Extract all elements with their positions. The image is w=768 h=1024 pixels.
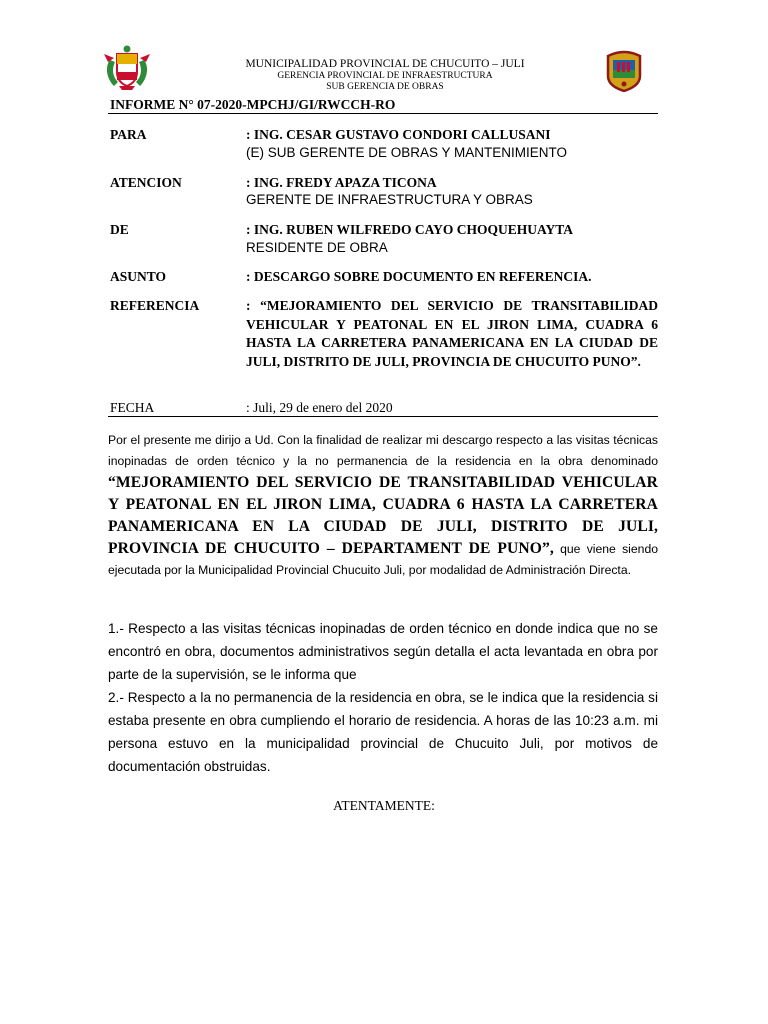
- municipal-shield-icon: [604, 48, 644, 92]
- para-value: : ING. CESAR GUSTAVO CONDORI CALLUSANI: [246, 127, 551, 142]
- fecha-label: FECHA: [110, 400, 155, 415]
- closing: ATENTAMENTE:: [333, 798, 435, 813]
- atencion-label: ATENCION: [110, 175, 182, 190]
- header-line-2: GERENCIA PROVINCIAL DE INFRAESTRUCTURA: [277, 71, 493, 81]
- header-line-3: SUB GERENCIA DE OBRAS: [326, 82, 444, 92]
- asunto-label: ASUNTO: [110, 269, 167, 284]
- atencion-value: : ING. FREDY APAZA TICONA: [246, 175, 437, 190]
- referencia-value: : “MEJORAMIENTO DEL SERVICIO DE TRANSITABILIDAD VEHICULAR Y PEATONAL EN EL JIRON LIMA, CUADRA 6 HASTA LA CARRETERA PANAMERICANA EN LA CIUDAD DE JULI, DISTRITO DE JULI, PROVINCIA DE CHUCUITO PUNO”.: [246, 298, 658, 369]
- asunto-value: : DESCARGO SOBRE DOCUMENTO EN REFERENCIA.: [246, 269, 592, 284]
- fecha-value: : Juli, 29 de enero del 2020: [246, 400, 393, 415]
- para-subtitle: (E) SUB GERENTE DE OBRAS Y MANTENIMIENTO: [246, 145, 568, 160]
- memo-divider: [108, 416, 658, 417]
- intro-end: que viene siendo ejecutada por la Municipalidad Provincial Chucuito Juli, por modalidad de Administración Directa.: [108, 542, 658, 577]
- header-divider: [108, 113, 658, 114]
- referencia-label: REFERENCIA: [110, 298, 200, 313]
- intro-paragraph: [108, 430, 658, 581]
- point-2: 2.- Respecto a la no permanencia de la residencia en obra, se le indica que la residencia si estaba presente en obra cumpliendo el horario de residencia. A horas de las 10:23 a.m. mi persona estuvo en la municipalidad provincial de Chucuito Juli, por motivos de documentación obstruidas.: [108, 690, 658, 774]
- point-1: 1.- Respecto a las visitas técnicas inopinadas de orden técnico en donde indica que no se encontró en obra, documentos administrativos según detalla el acta levantada en obra por parte de la supervisión, se le informa que: [108, 621, 658, 682]
- intro-project-name: “MEJORAMIENTO DEL SERVICIO DE TRANSITABILIDAD VEHICULAR Y PEATONAL EN EL JIRON LIMA, CUADRA 6 HASTA LA CARRETERA PANAMERICANA EN LA CIUDAD DE JULI, DISTRITO DE JULI, PROVINCIA DE CHUCUITO – DEPARTAMENT DE PUNO”,: [108, 474, 658, 557]
- de-value: : ING. RUBEN WILFREDO CAYO CHOQUEHUAYTA: [246, 222, 574, 237]
- de-label: DE: [110, 222, 129, 237]
- atencion-subtitle: GERENTE DE INFRAESTRUCTURA Y OBRAS: [246, 192, 533, 207]
- para-label: PARA: [110, 127, 147, 142]
- header-line-1: MUNICIPALIDAD PROVINCIAL DE CHUCUITO – JULI: [245, 58, 525, 70]
- informe-number: INFORME N° 07-2020-MPCHJ/GI/RWCCH-RO: [110, 97, 396, 112]
- intro-start: Por el presente me dirijo a Ud. Con la finalidad de realizar mi descargo respecto a las visitas técnicas inopinadas de orden técnico y la no permanencia de la residencia en la obra denominado: [108, 433, 658, 468]
- de-subtitle: RESIDENTE DE OBRA: [246, 240, 388, 255]
- peru-coat-of-arms-icon: [104, 44, 150, 92]
